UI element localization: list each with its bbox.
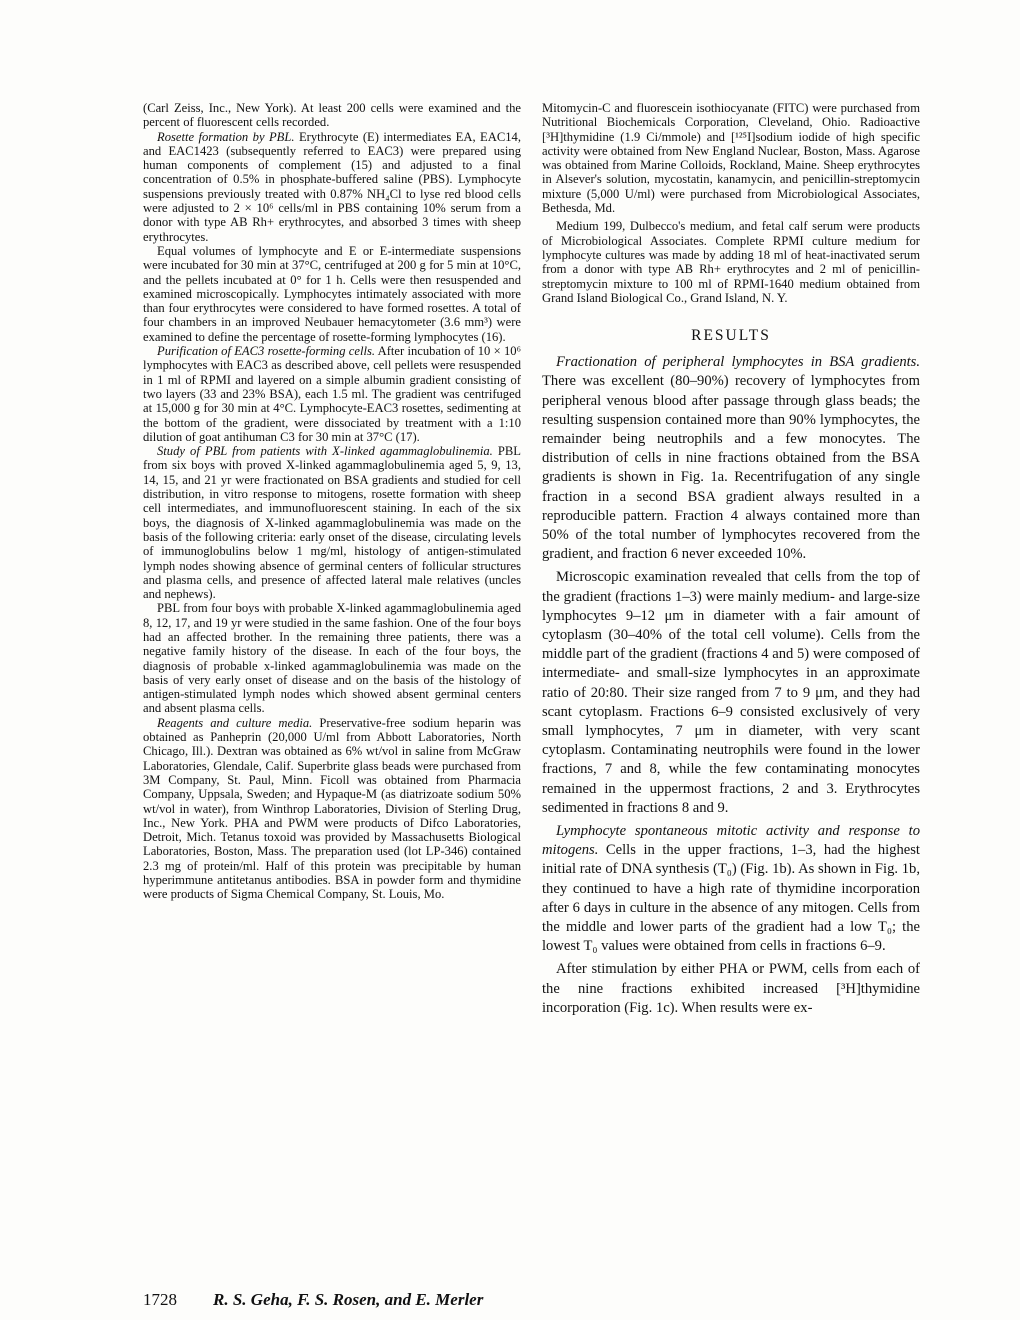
purification-paragraph (143, 344, 521, 444)
purification-text: After incubation of 10 × 10⁶ lymphocytes with EAC3 as described above, cell pellets were resuspended in 1 ml of RPMI and layered on a simple albumin gradient consisting of two layers (33 and 23% BSA), each 1.5 ml. The gradient was centrifuged at 15,000 g for 30 min at 4°C. Lymphocyte-EAC3 rosettes, sedimenting at the bottom of the gradient, were dissociated by treatment with a 1:10 dilution of goat antihuman C3 for 30 min at 37°C (17). (143, 344, 521, 444)
reagents-text: Preservative-free sodium heparin was obtained as Panheprin (20,000 U/ml from Abbott Laboratories, North Chicago, Ill.). Dextran was obtained as 6% wt/vol in saline from McGraw Laboratories, Glendale, Calif. Superbrite glass beads were purchased from 3M Company, St. Paul, Minn. Ficoll was obtained from Pharmacia Company, Uppsala, Sweden; and Hypaque-M (as diatrizoate sodium 50% wt/vol in water), from Winthrop Laboratories, Division of Sterling Drug, Inc., New York. PHA and PWM were products of Difco Laboratories, Detroit, Mich. Tetanus toxoid was provided by Massachusetts Biological Laboratories, Boston, Mass. The preparation used (lot LP-346) contained 2.3 mg of protein/ml. Half of this protein was precipitable by human hyperimmune antitetanus antibodies. BSA in powder form and thymidine were products of Sigma Chemical Company, St. Louis, Mo. (143, 715, 521, 902)
study-paragraph (143, 444, 521, 601)
spontaneous-text: Cells in the upper fractions, 1–3, had the highest initial rate of DNA synthesis (T₀) (Fig. 1b). As shown in Fig. 1b, they continued to have a high rate of thymidine incorporation after 6 days in culture in the absence of any mitogen. Cells from the middle and lower parts of the gradient had a low T₀; the lowest T₀ values were obtained from cells in fractions 6–9. (542, 842, 920, 955)
results-heading: RESULTS (691, 327, 771, 345)
spontaneous-heading: Lymphocyte spontaneous mitotic activity and response to mitogens. (542, 823, 920, 859)
running-authors: R. S. Geha, F. S. Rosen, and E. Merler (213, 1290, 484, 1309)
study-heading: Study of PBL from patients with X-linked agammaglobulinemia. (157, 444, 493, 459)
rosette-paragraph (143, 130, 521, 244)
microscopic-paragraph: Microscopic examination revealed that cells from the top of the gradient (fractions 1–3) were mainly medium- and large-size lymphocytes 9–12 μm in diameter with a fair amount of cytoplasm (30–40% of the total cell volume). Cells from the middle part of the gradient (fractions 4 and 5) were composed of intermediate- and small-size lymphocytes in an approximate ratio of 20:80. Their size ranged from 7 to 9 μm, and they had scant cytoplasm. Fractions 6–9 consisted exclusively of very small lymphocytes, 7 μm in diameter, with very scant cytoplasm. Contaminating neutrophils were found in the lower fractions, 7 and 8, while the few contaminating monocytes remained in the uppermost fractions, 2 and 3. Erythrocytes sedimented in fractions 8 and 9. (542, 569, 920, 816)
rosette-heading: Rosette formation by PBL. (157, 129, 295, 144)
page-footer (143, 1290, 483, 1310)
right-column (542, 101, 920, 1018)
purification-heading: Purification of EAC3 rosette-forming cells. (157, 344, 376, 359)
probable-patients-paragraph: PBL from four boys with probable X-linked agammaglobulinemia aged 8, 12, 17, and 19 yr were studied in the same fashion. One of the four boys had an affected brother. In the remaining three patients, there was a negative family history of the disease. In each of the four boys, the diagnosis of probable x-linked agammaglobulinemia was made on the basis of very early onset of disease and on the basis of the histology of antigen-stimulated lymph nodes which showed absent germinal centers and absent plasma cells. (143, 601, 521, 716)
fractionation-text: There was excellent (80–90%) recovery of lymphocytes from peripheral venous blood after passage through glass beads; the resulting suspension contained more than 90% lymphocytes, the remainder being neutrophils and a few monocytes. The distribution of cells in nine fractions obtained from the BSA gradients is shown in Fig. 1a. Recentrifugation of any single fraction in a second BSA gradient always resulted in a reproducible pattern. Fraction 4 always contained more than 50% of the total number of lymphocytes recovered from the gradient, and fraction 6 never exceeded 10%. (542, 373, 920, 563)
mitomycin-paragraph: Mitomycin-C and fluorescein isothiocyanate (FITC) were purchased from Nutritional Biochemicals Corporation, Cleveland, Ohio. Radioactive [³H]thymidine (1.9 Ci/mmole) and [¹²⁵I]sodium iodide of high specific activity were obtained from New England Nuclear, Boston, Mass. Agarose was obtained from Marine Colloids, Rockland, Maine. Sheep erythrocytes in Alsever's solution, mycostatin, kanamycin, and penicillin-streptomycin mixture (5,000 U/ml) were purchased from Microbiological Associates, Bethesda, Md. (542, 101, 920, 216)
stimulation-paragraph: After stimulation by either PHA or PWM, cells from each of the nine fractions exhibited increased [³H]thymidine incorporation (Fig. 1c). When results were ex- (542, 961, 920, 1016)
fractionation-paragraph (542, 353, 920, 564)
rosette-text: Erythrocyte (E) intermediates EA, EAC14, and EAC1423 (subsequently referred to EAC3) were prepared using human components of complement (15) and adjusted to a final concentration of 0.5% in phosphate-buffered saline (PBS). Lymphocyte suspensions previously treated with 0.87% NH₄Cl to lyse red blood cells were adjusted to 2 × 10⁶ cells/ml in PBS containing 10% serum from a donor with type AB Rh+ erythrocytes, and absorbed 3 times with sheep erythrocytes. (143, 129, 521, 244)
rosette-incubation-paragraph: Equal volumes of lymphocyte and E or E-intermediate suspensions were incubated for 30 min at 37°C, centrifuged at 200 g for 5 min at 10°C, and the pellets incubated at 0° for 1 h. Cells were then resuspended and examined microscopically. Lymphocytes intimately associated with more than four erythrocytes were considered to have formed rosettes. A total of four chambers in an improved Neubauer hemacytometer (3.6 mm³) were examined to define the percentage of rosette-forming lymphocytes (16). (143, 243, 521, 344)
medium-paragraph: Medium 199, Dulbecco's medium, and fetal calf serum were products of Microbiological Associates. Complete RPMI culture medium for lymphocyte cultures was made by adding 18 ml of heat-inactivated serum from a donor with type AB Rh+ erythrocytes and 2 ml of penicillin-streptomycin mixture to 100 ml of RPMI-1640 medium obtained from Grand Island Biological Co., Grand Island, N. Y. (542, 219, 920, 305)
page-number: 1728 (143, 1290, 177, 1309)
reagents-heading: Reagents and culture media. (157, 715, 313, 730)
fractionation-heading: Fractionation of peripheral lymphocytes in BSA gradients. (556, 354, 920, 371)
study-text: PBL from six boys with proved X-linked agammaglobulinemia aged 5, 9, 13, 14, 15, and 21 yr were fractionated on BSA gradients and studied for cell distribution, in vitro response to mitogens, rosette formation with sheep cell intermediates, and immunofluorescent staining. In each of the six boys, the diagnosis of X-linked agammaglobulinemia was made on the basis of the following criteria: early onset of the disease, circulating levels of immunoglobulins below 1 mg/ml, histology of antigen-stimulated lymph nodes showing absence of germinal centers of follicular structures and plasma cells, and presence of affected lateral male relatives (uncles and nephews). (143, 444, 521, 602)
intro-paragraph: (Carl Zeiss, Inc., New York). At least 200 cells were examined and the percent of fluorescent cells recorded. (143, 101, 521, 130)
left-column (143, 101, 521, 902)
spontaneous-paragraph (542, 822, 920, 956)
reagents-paragraph (143, 716, 521, 902)
